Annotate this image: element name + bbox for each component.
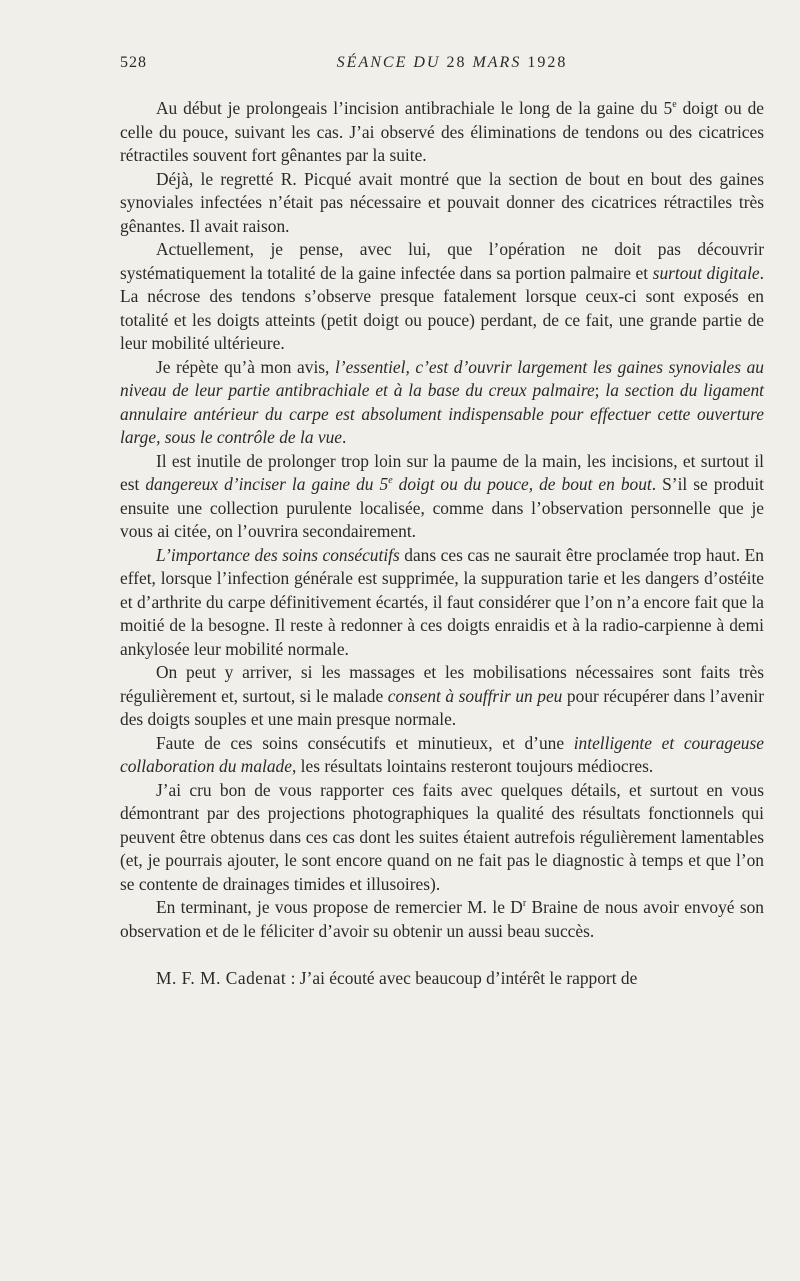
text-run: En terminant, je vous propose de remercier M. le D bbox=[156, 897, 523, 917]
italic-run: surtout digitale bbox=[652, 262, 760, 283]
text-run: , les résultats lointains resteront toujours médiocres. bbox=[291, 756, 654, 776]
text-run: Braine de nous avoir envoyé son observation et de le féliciter d’avoir su obtenir un aussi beau succès. bbox=[120, 897, 764, 941]
body-text bbox=[120, 97, 764, 990]
speaker-text: : J’ai écouté avec beaucoup d’intérêt le rapport de bbox=[286, 967, 638, 988]
paragraph-7 bbox=[120, 661, 764, 732]
session-day: 28 bbox=[446, 54, 467, 71]
paragraph-9: J’ai cru bon de vous rapporter ces faits avec quelques détails, et surtout en vous démontrant par des projections photographiques la qualité des résultats fonctionnels qui peuvent être obtenus dans ces cas dont les suites étaient autrefois régulièrement lamentables (et, je pourrais ajouter, le sont encore quand on ne fait pas le diagnostic à temps et que l’on se contente de drainages timides et illusoires). bbox=[120, 779, 764, 894]
italic-run bbox=[145, 474, 651, 494]
superscript: e bbox=[388, 475, 393, 487]
speaker-name: M. F. M. Cadenat bbox=[156, 967, 287, 988]
text-run: Faute de ces soins consécutifs et minutieux, et d’une bbox=[156, 732, 574, 753]
text-run: doigt ou de celle du pouce, suivant les cas. J’ai observé des éliminations de tendons ou des cicatrices rétractiles souvent fort gênantes par la suite. bbox=[120, 98, 764, 165]
page-number: 528 bbox=[120, 54, 147, 71]
paragraph-4 bbox=[120, 356, 764, 450]
running-header bbox=[120, 54, 764, 78]
text-run: dans ces cas ne saurait être proclamée trop haut. En effet, lorsque l’infection générale est supprimée, la suppuration tarie et les dangers d’ostéite et d’arthrite du carpe définitivement écartés, il faut considérer que l’on n’a encore fait que la moitié de la besogne. Il reste à redonner à ces doigts enraidis et à la radio-carpienne à demi ankylosée leur mobilité normale. bbox=[120, 544, 764, 659]
superscript: e bbox=[672, 99, 677, 111]
text-run: dangereux d’inciser la gaine du 5 bbox=[145, 474, 389, 494]
text-run: Il est inutile de prolonger trop loin sur la paume de la main, les incisions, et surtout il est bbox=[120, 450, 764, 494]
next-speaker-paragraph bbox=[120, 967, 764, 991]
italic-run: L’importance des soins consécutifs bbox=[156, 544, 400, 565]
text-run: . S’il se produit ensuite une collection purulente localisée, comme dans l’observation personnelle que je vous ai citée, on l’ouvrira secondairement. bbox=[120, 474, 764, 541]
text-run: Je répète qu’à mon avis, bbox=[156, 356, 335, 377]
italic-run: consent à souffrir un peu bbox=[387, 685, 563, 706]
paragraph-5 bbox=[120, 450, 764, 544]
session-month: MARS bbox=[472, 54, 522, 71]
italic-run: intelligente et courageuse collaboration du malade bbox=[120, 732, 764, 776]
text-run: . bbox=[342, 427, 347, 447]
paragraph-3 bbox=[120, 238, 764, 356]
paragraph-8 bbox=[120, 732, 764, 779]
text-run: Actuellement, je pense, avec lui, que l’opération ne doit pas découvrir systématiquement la totalité de la gaine infectée dans sa portion palmaire et bbox=[120, 239, 764, 283]
session-title bbox=[120, 54, 764, 72]
session-title-text: SÉANCE DU bbox=[336, 54, 441, 71]
text-run: doigt ou du pouce, de bout en bout bbox=[392, 474, 652, 494]
italic-run: la section du ligament annulaire antérieur du carpe est absolument indispensable pour effectuer cette ouverture large, sous le contrôle de la vue bbox=[120, 380, 764, 447]
text-run: . La nécrose des tendons s’observe presque fatalement lorsque ceux-ci sont exposés en totalité et les doigts atteints (petit doigt ou pouce) perdant, de ce fait, une grande partie de leur mobilité ultérieure. bbox=[120, 262, 764, 353]
paragraph-10 bbox=[120, 896, 764, 943]
text-run: ; bbox=[594, 380, 606, 400]
session-year: 1928 bbox=[527, 54, 568, 71]
paragraph-1 bbox=[120, 97, 764, 168]
paragraph-2: Déjà, le regretté R. Picqué avait montré que la section de bout en bout des gaines synoviales infectées n’était pas nécessaire et pouvait donner des cicatrices rétractiles très gênantes. Il avait raison. bbox=[120, 168, 764, 236]
text-run: On peut y arriver, si les massages et les mobilisations nécessaires sont faits très régulièrement et, surtout, si le malade bbox=[120, 662, 764, 706]
text-run: Au début je prolongeais l’incision antibrachiale le long de la gaine du 5 bbox=[156, 98, 673, 118]
text-run: pour récupérer dans l’avenir des doigts souples et une main presque normale. bbox=[120, 685, 765, 729]
italic-run: l’essentiel, c’est d’ouvrir largement les gaines synoviales au niveau de leur partie antibrachiale et à la base du creux palmaire bbox=[120, 356, 764, 400]
paragraph-6 bbox=[120, 544, 764, 662]
superscript: r bbox=[522, 898, 527, 910]
